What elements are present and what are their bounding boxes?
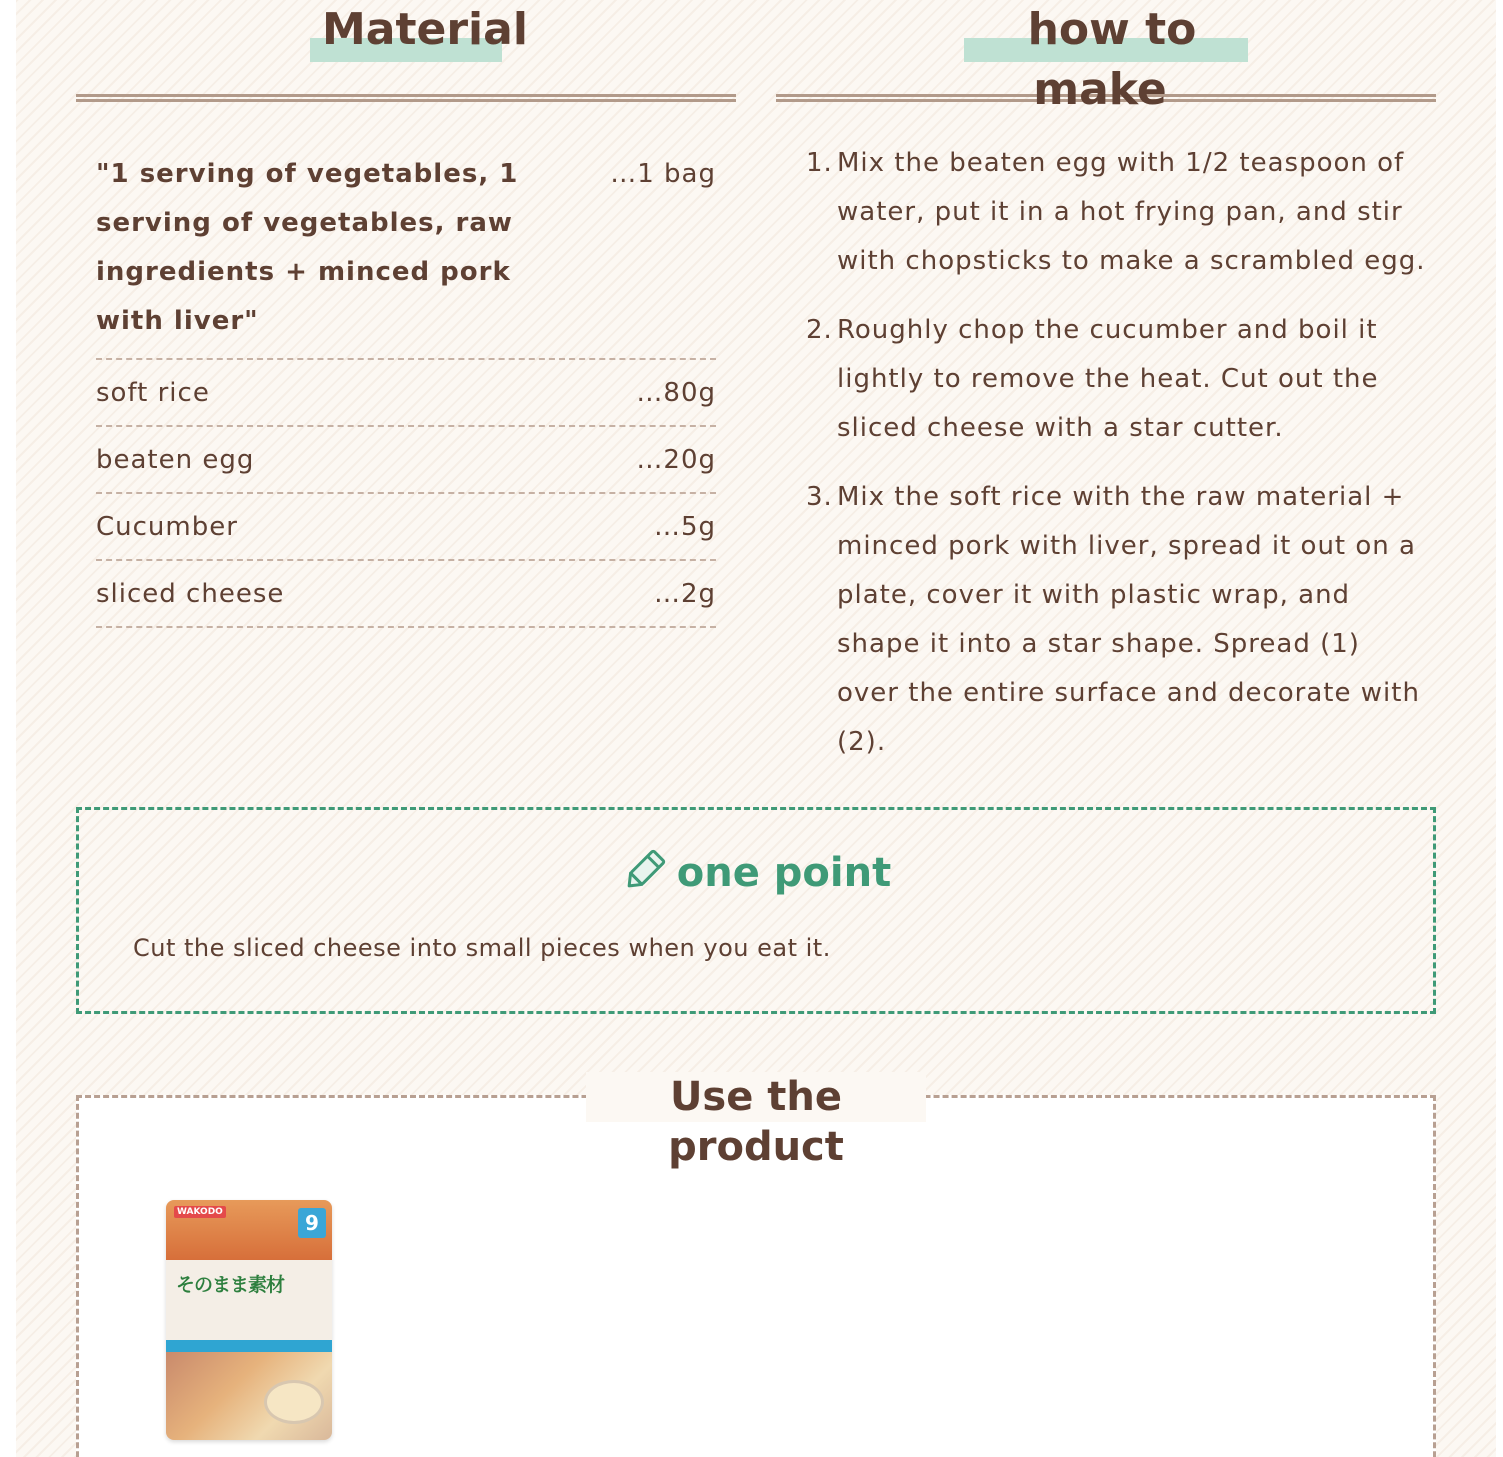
package-stripe (166, 1340, 332, 1352)
material-row (96, 427, 716, 494)
step-text: Roughly chop the cucumber and boil it lightly to remove the heat. Cut out the sliced cheese with a star cutter. (837, 315, 1379, 443)
step-number: 2. (806, 315, 833, 345)
package-plate-photo (264, 1380, 324, 1424)
material-heading-text: Material (322, 4, 528, 55)
product-heading: Use the product (586, 1072, 926, 1122)
steps-list (806, 139, 1430, 787)
one-point-header (79, 848, 1433, 898)
material-row (96, 561, 716, 628)
material-qty: …80g (636, 377, 716, 408)
package-age-badge: 9 (298, 1208, 326, 1238)
material-row-main (96, 140, 716, 360)
how-to-make-heading (964, 0, 1248, 120)
material-qty: …20g (636, 444, 716, 475)
material-heading (310, 0, 528, 60)
package-product-name: そのまま素材 (176, 1274, 285, 1296)
step-number: 1. (806, 148, 833, 178)
step-text: Mix the beaten egg with 1/2 teaspoon of water, put it in a hot frying pan, and stir with chopsticks to make a scrambled egg. (837, 148, 1426, 276)
step-item (806, 139, 1430, 286)
material-qty: …1 bag (610, 159, 716, 189)
material-name: beaten egg (96, 444, 255, 475)
material-qty: …2g (653, 578, 716, 609)
material-name: soft rice (96, 377, 210, 408)
step-item (806, 306, 1430, 453)
package-brand-logo: WAKODO (174, 1206, 226, 1218)
material-name: sliced cheese (96, 578, 285, 609)
material-row (96, 494, 716, 561)
one-point-text: Cut the sliced cheese into small pieces when you eat it. (133, 934, 831, 962)
pencil-icon (621, 848, 667, 898)
material-name: Cucumber (96, 511, 238, 542)
how-to-make-heading-text: how to make (1027, 4, 1197, 115)
material-qty: …5g (653, 511, 716, 542)
material-name: "1 serving of vegetables, 1 serving of vegetables, raw ingredients + minced pork with liver" (96, 159, 519, 336)
one-point-title: one point (676, 850, 892, 896)
step-item (806, 473, 1430, 767)
material-row (96, 360, 716, 427)
product-package-image[interactable] (166, 1200, 332, 1440)
material-divider (76, 94, 736, 102)
step-number: 3. (806, 482, 833, 512)
one-point-box (76, 807, 1436, 1014)
step-text: Mix the soft rice with the raw material + minced pork with liver, spread it out on a plate, cover it with plastic wrap, and shape it into a star shape. Spread (1) over the entire surface and decorate with (2). (837, 482, 1420, 757)
materials-list (96, 140, 716, 628)
